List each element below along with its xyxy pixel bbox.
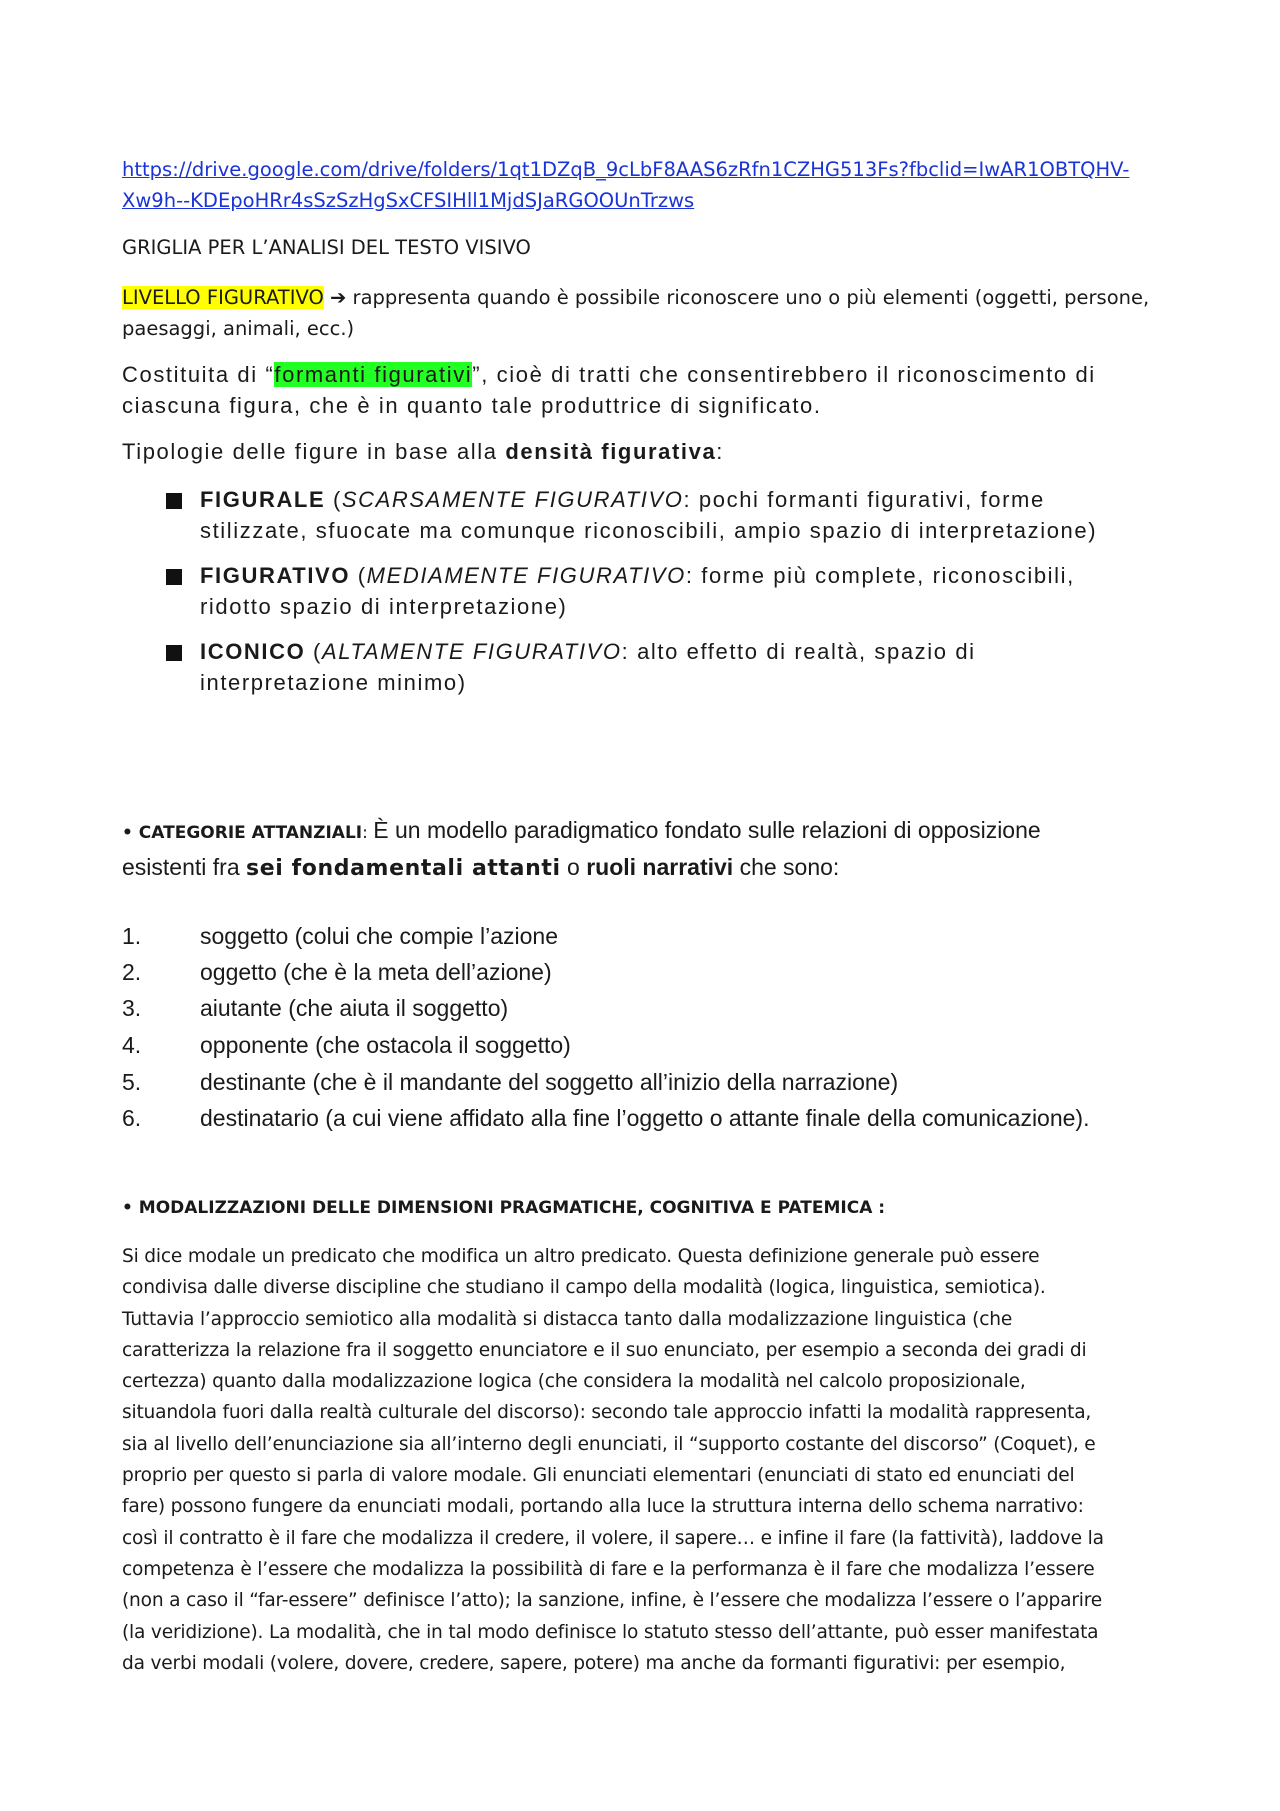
categorie-text1: È un modello paradigmatico fondato sulle relazioni di opposizione	[373, 817, 1041, 843]
paragraph-line: così il contratto è il fare che modalizza il credere, il volere, il sapere… e infine il fare (la fattività), laddove la	[122, 1527, 1104, 1549]
list-number: 1.	[122, 923, 142, 949]
drive-link-line1: https://drive.google.com/drive/folders/1qt1DZqB_9cLbF8AAS6zRfn1CZHG513Fs?fbclid=IwAR1OBTQHV-	[122, 158, 1130, 181]
livello-paragraph	[122, 282, 1172, 344]
arrow-icon: ➔	[330, 286, 347, 309]
bullet-term: FIGURATIVO	[200, 563, 351, 588]
tipologie-paragraph	[122, 436, 1172, 467]
bullet-italic: ALTAMENTE FIGURATIVO	[321, 639, 622, 664]
categorie-middle: o	[560, 854, 587, 880]
costituita-paragraph	[122, 359, 1172, 421]
modalizzazioni-heading: • MODALIZZAZIONI DELLE DIMENSIONI PRAGMATICHE, COGNITIVA E PATEMICA :	[122, 1198, 886, 1218]
list-number: 4.	[122, 1032, 142, 1058]
bullet-line2: stilizzate, sfuocate ma comunque riconoscibili, ampio spazio di interpretazione)	[200, 518, 1098, 543]
list-text: destinatario (a cui viene affidato alla fine l’oggetto o attante finale della comunicazione).	[200, 1105, 1090, 1131]
paragraph-line: Tuttavia l’approccio semiotico alla modalità si distacca tanto dalla modalizzazione linguistica (che	[122, 1308, 1013, 1330]
bullet-term: ICONICO	[200, 639, 306, 664]
list-text: oggetto (che è la meta dell’azione)	[200, 959, 552, 985]
bullet-rest: : alto effetto di realtà, spazio di	[621, 639, 976, 664]
paragraph-line: Si dice modale un predicato che modifica un altro predicato. Questa definizione generale può essere	[122, 1246, 1040, 1267]
square-bullet-icon	[166, 569, 182, 585]
ruoli-narrativi-bold: ruoli narrativi	[586, 854, 734, 880]
tipologie-after: :	[716, 439, 725, 464]
sei-attanti-bold: sei fondamentali attanti	[246, 856, 561, 881]
bullet-paren: (	[305, 639, 322, 664]
categorie-label: CATEGORIE ATTANZIALI	[138, 823, 363, 843]
paragraph-line: competenza è l’essere che modalizza la possibilità di fare e la performanza è il fare che modalizza l’essere	[122, 1558, 1095, 1580]
drive-link[interactable]	[122, 158, 1129, 212]
list-text: aiutante (che aiuta il soggetto)	[200, 995, 509, 1021]
paragraph-line: (non a caso il “far-essere” definisce l’atto); la sanzione, infine, è l’essere che modalizza l’essere o l’apparire	[122, 1590, 1103, 1612]
formanti-highlight: formanti figurativi	[274, 362, 473, 387]
categorie-line2-before: esistenti fra	[122, 854, 246, 880]
drive-link-block	[122, 154, 1172, 216]
list-number: 2.	[122, 959, 142, 985]
list-number: 5.	[122, 1069, 142, 1095]
list-number: 3.	[122, 995, 142, 1021]
list-text: opponente (che ostacola il soggetto)	[200, 1032, 571, 1058]
bullet-figurativo	[166, 560, 1176, 622]
tipologie-before: Tipologie delle figure in base alla	[122, 439, 506, 464]
costituita-line2: ciascuna figura, che è in quanto tale produttrice di significato.	[122, 393, 822, 418]
bullet-paren: (	[350, 563, 367, 588]
bullet-term: FIGURALE	[200, 487, 326, 512]
list-text: soggetto (colui che compie l’azione	[200, 923, 558, 949]
densita-bold: densità figurativa	[505, 439, 717, 464]
livello-text-line2: paesaggi, animali, ecc.)	[122, 317, 355, 340]
paragraph-line: fare) possono fungere da enunciati modali, portando alla luce la struttura interna dello schema narrativo:	[122, 1496, 1084, 1518]
categorie-dot: •	[122, 823, 139, 843]
square-bullet-icon	[166, 645, 182, 661]
livello-label: LIVELLO FIGURATIVO	[122, 286, 324, 309]
bullet-italic: MEDIAMENTE FIGURATIVO	[366, 563, 686, 588]
categorie-colon: :	[362, 823, 374, 843]
square-bullet-icon	[166, 493, 182, 509]
livello-text-line1: rappresenta quando è possibile riconoscere uno o più elementi (oggetti, persone,	[346, 286, 1150, 309]
bullet-line2: ridotto spazio di interpretazione)	[200, 594, 568, 619]
paragraph-line: sia al livello dell’enunciazione sia all’interno degli enunciati, il “supporto costante del discorso” (Coquet), e	[122, 1433, 1096, 1455]
bullet-rest: : pochi formanti figurativi, forme	[683, 487, 1045, 512]
modalizzazioni-paragraph	[122, 1241, 1182, 1679]
bullet-line2: interpretazione minimo)	[200, 670, 467, 695]
grid-heading: GRIGLIA PER L’ANALISI DEL TESTO VISIVO	[122, 236, 531, 259]
bullet-rest: : forme più complete, riconoscibili,	[685, 563, 1075, 588]
paragraph-line: condivisa dalle diverse discipline che studiano il campo della modalità (logica, linguistica, semiotica).	[122, 1277, 1046, 1299]
bullet-iconico	[166, 636, 1176, 698]
paragraph-line: situandola fuori dalla realtà culturale del discorso): secondo tale approccio infatti la modalità rappresenta,	[122, 1402, 1092, 1424]
bullet-italic: SCARSAMENTE FIGURATIVO	[341, 487, 684, 512]
list-number: 6.	[122, 1105, 142, 1131]
costituita-before: Costituita di “	[122, 362, 275, 387]
bullet-figurale	[166, 484, 1176, 546]
drive-link-line2: Xw9h--KDEpoHRr4sSzSzHgSxCFSIHll1MjdSJaRGOOUnTrzws	[122, 189, 695, 212]
paragraph-line: da verbi modali (volere, dovere, credere, sapere, potere) ma anche da formanti figurativi: per esempio,	[122, 1652, 1066, 1674]
bullet-paren: (	[325, 487, 342, 512]
paragraph-line: caratterizza la relazione fra il soggetto enunciatore e il suo enunciato, per esempio a seconda dei gradi di	[122, 1339, 1087, 1361]
paragraph-line: certezza) quanto dalla modalizzazione logica (che considera la modalità nel calcolo proposizionale,	[122, 1371, 1026, 1393]
categorie-after: che sono:	[733, 854, 840, 880]
costituita-after: ”, cioè di tratti che consentirebbero il riconoscimento di	[472, 362, 1096, 387]
list-text: destinante (che è il mandante del soggetto all’inizio della narrazione)	[200, 1069, 899, 1095]
paragraph-line: proprio per questo si parla di valore modale. Gli enunciati elementari (enunciati di stato ed enunciati del	[122, 1465, 1075, 1487]
categorie-paragraph	[122, 813, 1172, 886]
paragraph-line: (la veridizione). La modalità, che in tal modo definisce lo statuto stesso dell’attante, può esser manifestata	[122, 1621, 1099, 1643]
